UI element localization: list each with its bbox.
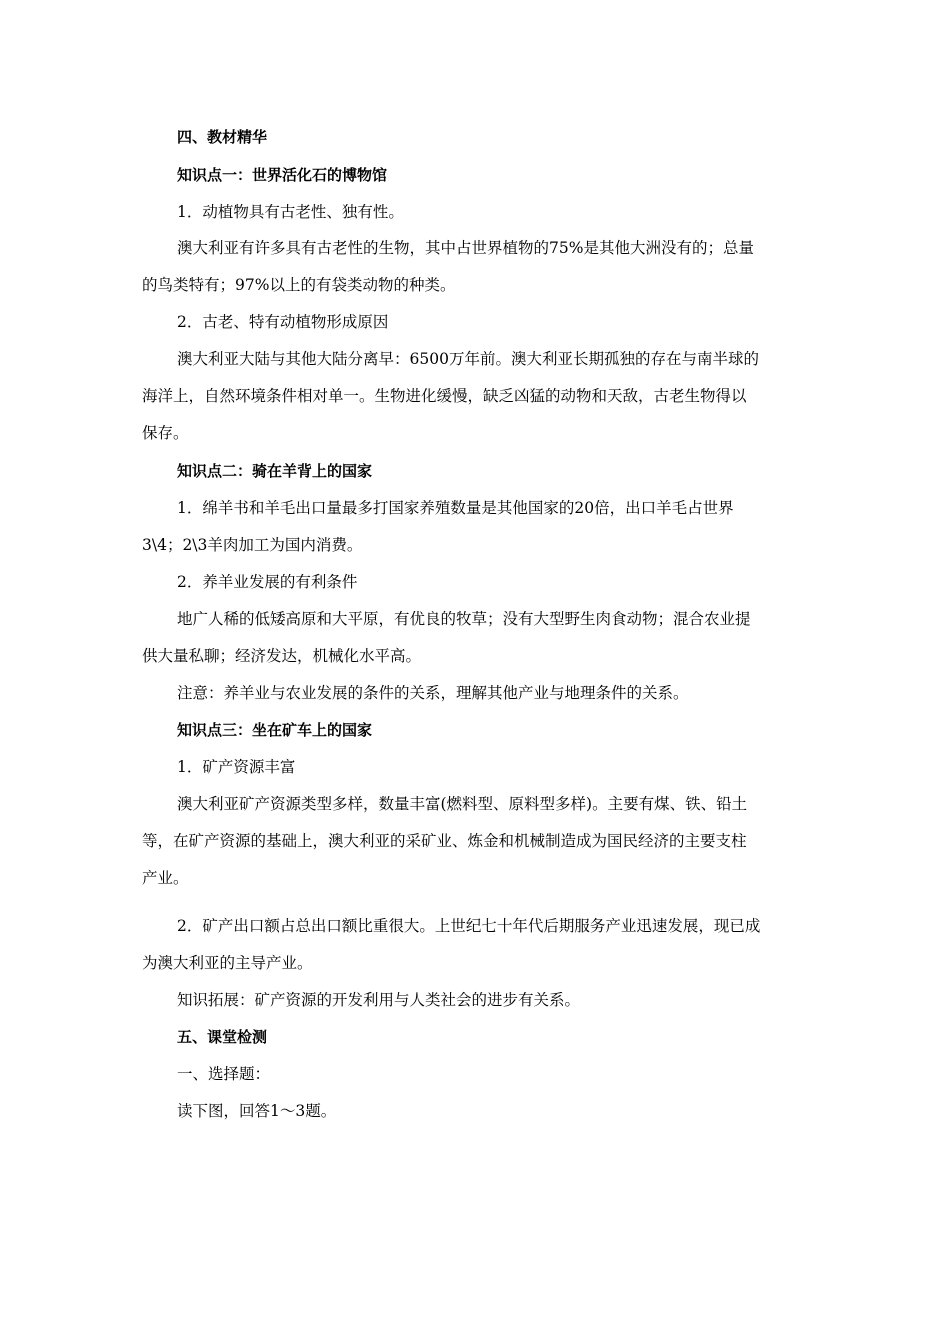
kp1-item-1: 1．动植物具有古老性、独有性。 xyxy=(177,203,404,221)
kp1-item-2-paragraph-line-2: 海洋上，自然环境条件相对单一。生物进化缓慢，缺乏凶猛的动物和天敌，古老生物得以 xyxy=(142,387,747,405)
kp2-note: 注意：养羊业与农业发展的条件的关系，理解其他产业与地理条件的关系。 xyxy=(177,684,689,702)
kp3-item-1-paragraph-line-3: 产业。 xyxy=(142,869,189,887)
kp1-item-2-paragraph-line-1: 澳大利亚大陆与其他大陆分离早：6500万年前。澳大利亚长期孤独的存在与南半球的 xyxy=(177,350,759,368)
knowledge-point-1-title: 知识点一：世界活化石的博物馆 xyxy=(177,166,388,184)
kp1-item-1-paragraph-line-2: 的鸟类特有；97%以上的有袋类动物的种类。 xyxy=(142,276,456,294)
kp3-extension: 知识拓展：矿产资源的开发利用与人类社会的进步有关系。 xyxy=(177,991,581,1009)
kp3-item-2-line-1: 2．矿产出口额占总出口额比重很大。上世纪七十年代后期服务产业迅速发展，现已成 xyxy=(177,917,761,935)
section-heading-5: 五、课堂检测 xyxy=(177,1028,268,1046)
kp3-item-1: 1．矿产资源丰富 xyxy=(177,758,296,776)
kp1-item-2-paragraph-line-3: 保存。 xyxy=(142,424,189,442)
kp2-item-1-line-1: 1．绵羊书和羊毛出口量最多打国家养殖数量是其他国家的20倍，出口羊毛占世界 xyxy=(177,499,734,517)
kp1-item-2: 2．古老、特有动植物形成原因 xyxy=(177,313,389,331)
kp3-item-2-line-2: 为澳大利亚的主导产业。 xyxy=(142,954,313,972)
kp3-item-1-paragraph-line-2: 等，在矿产资源的基础上，澳大利亚的采矿业、炼金和机械制造成为国民经济的主要支柱 xyxy=(142,832,747,850)
question-instruction: 读下图，回答1～3题。 xyxy=(177,1102,337,1120)
question-type-heading: 一、选择题： xyxy=(177,1065,271,1083)
section-heading-4: 四、教材精华 xyxy=(177,128,268,146)
knowledge-point-3-title: 知识点三：坐在矿车上的国家 xyxy=(177,721,373,739)
knowledge-point-2-title: 知识点二：骑在羊背上的国家 xyxy=(177,462,373,480)
kp2-item-2-paragraph-line-2: 供大量私聊；经济发达，机械化水平高。 xyxy=(142,647,422,665)
kp2-item-2-paragraph-line-1: 地广人稀的低矮高原和大平原，有优良的牧草；没有大型野生肉食动物；混合农业提 xyxy=(177,610,751,628)
kp2-item-2: 2．养羊业发展的有利条件 xyxy=(177,573,358,591)
kp3-item-1-paragraph-line-1: 澳大利亚矿产资源类型多样，数量丰富(燃料型、原料型多样)。主要有煤、铁、铅土 xyxy=(177,795,748,813)
kp2-item-1-line-2: 3\4；2\3羊肉加工为国内消费。 xyxy=(142,536,363,554)
kp1-item-1-paragraph-line-1: 澳大利亚有许多具有古老性的生物，其中占世界植物的75%是其他大洲没有的；总量 xyxy=(177,239,754,257)
